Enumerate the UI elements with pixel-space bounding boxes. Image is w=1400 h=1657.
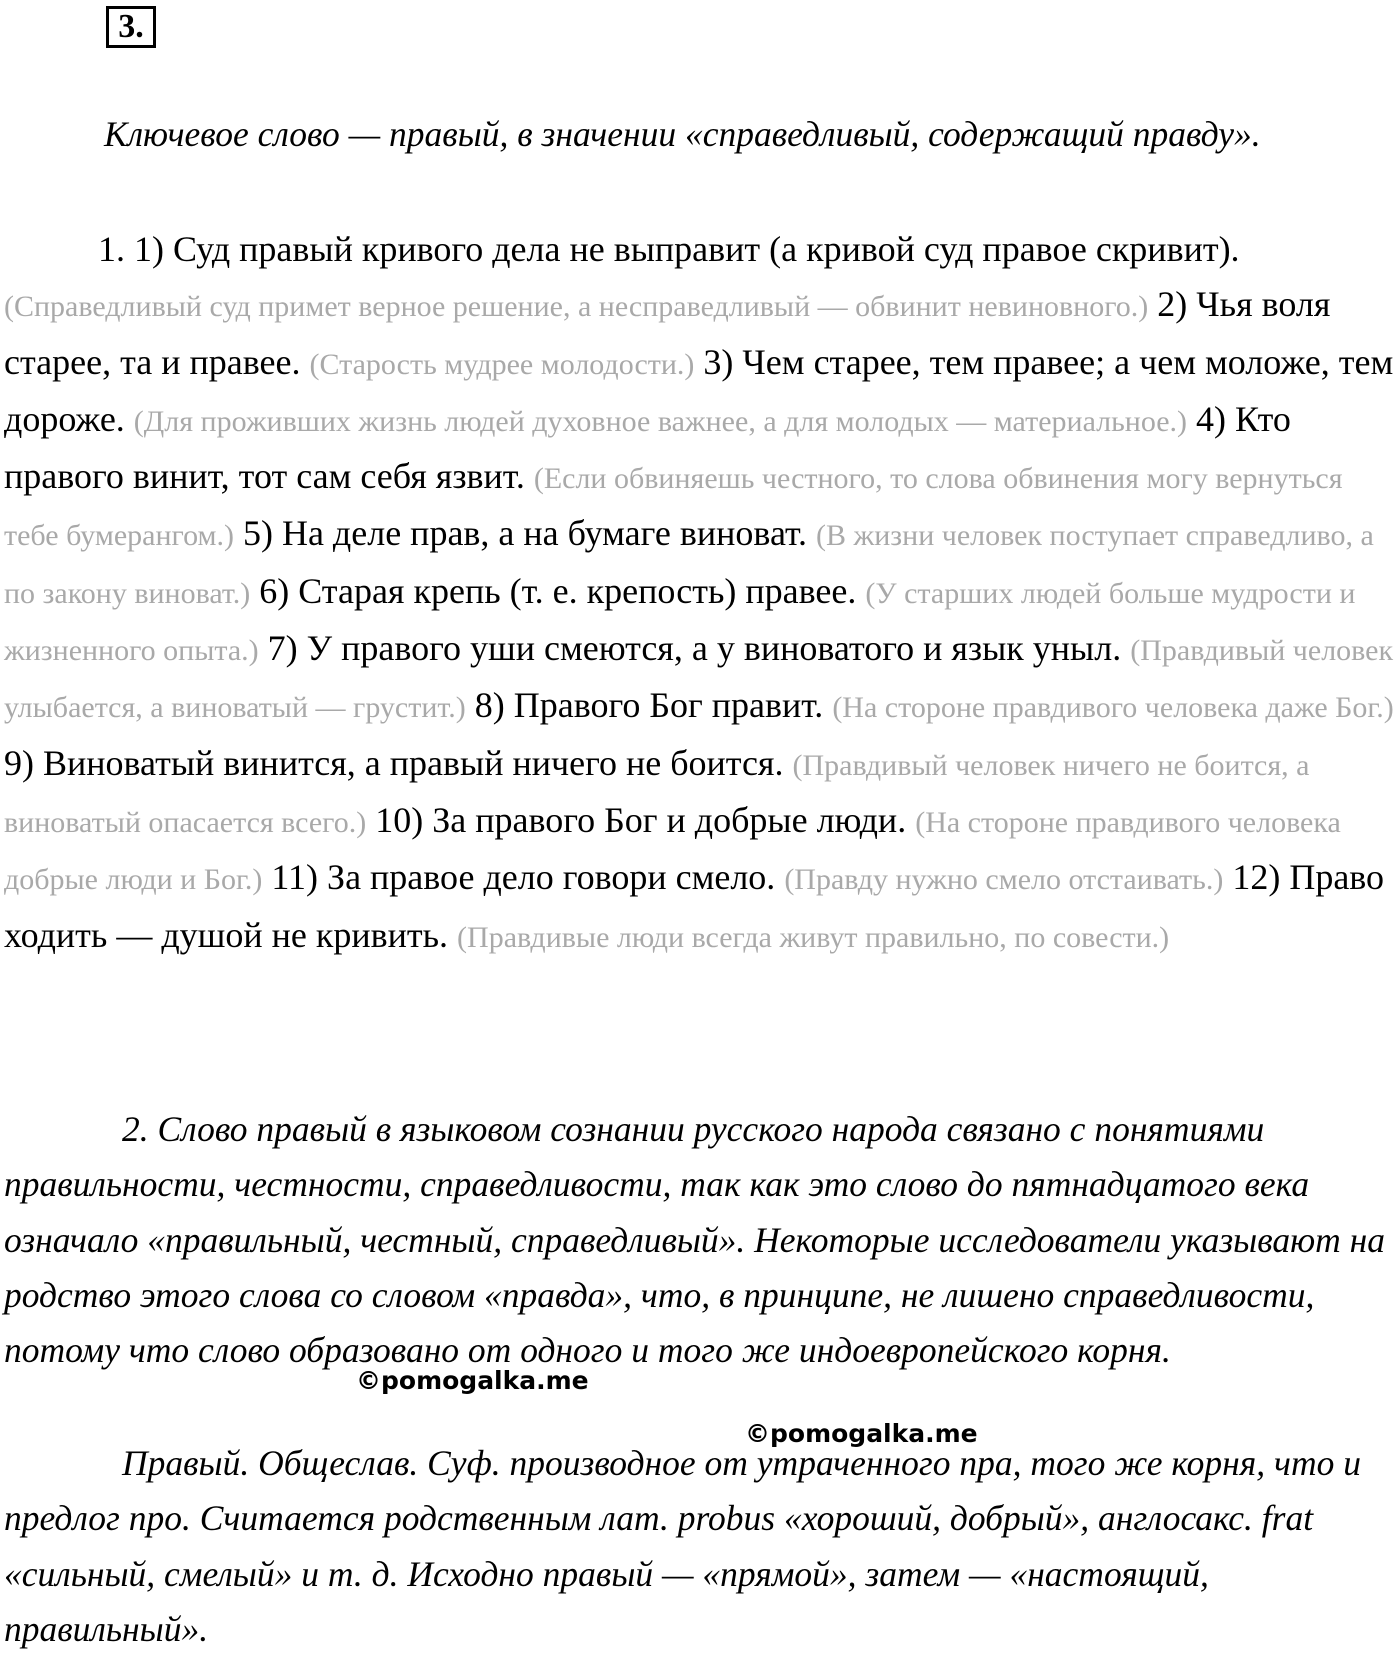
- proverb-explanation: (В жизни человек поступает справедливо, а по закону виноват.): [4, 519, 1374, 610]
- proverb-text: 7) У правого уши смеются, а у виноватого и язык уныл.: [267, 628, 1122, 669]
- task-number: 3.: [106, 6, 156, 48]
- watermark: ©pomogalka.me: [356, 1366, 589, 1395]
- proverb-explanation: (Правдивый человек улыбается, а виноватый — грустит.): [4, 634, 1394, 725]
- etymology-text: Правый. Общеслав. Суф. производное от утраченного пра, того же корня, что и предлог про. Считается родственным лат. probus «хороший, добрый», англосакс. frat «сильный, смелый» и т. д. Исходно правый — «прямой», затем — «настоящий, правильный».: [4, 1443, 1361, 1649]
- proverb-explanation: (Правдивые люди всегда живут правильно, по совести.): [457, 920, 1170, 954]
- proverb-text: 2) Чья воля старее, та и правее.: [4, 284, 1331, 382]
- watermark: ©pomogalka.me: [745, 1419, 978, 1448]
- proverb-text: 1) Суд правый кривого дела не выправит (а кривой суд правое скривит).: [134, 229, 1240, 269]
- proverb-explanation: (Для проживших жизнь людей духовное важнее, а для молодых — материальное.): [133, 404, 1188, 438]
- proverb-item: [4, 229, 1240, 324]
- analysis-paragraph: [4, 1102, 1396, 1378]
- proverb-explanation: (Справедливый суд примет верное решение, а несправедливый — обвинит невиновного.): [4, 290, 1149, 324]
- etymology-paragraph: [4, 1436, 1396, 1657]
- analysis-text: 2. Слово правый в языковом сознании русского народа связано с понятиями правильности, честности, справедливости, так как это слово до пятнадцатого века означало «правильный, честный, справедливый». Некоторые исследователи указывают на родство этого слова со словом «правда», что, в принципе, не лишено справедливости, потому что слово образовано от одного и того же индоевропейского корня.: [4, 1109, 1386, 1371]
- proverb-explanation: (На стороне правдивого человека добрые люди и Бог.): [4, 805, 1341, 897]
- proverb-list: [4, 222, 1396, 965]
- intro-paragraph: [4, 107, 1396, 162]
- intro-text: Ключевое слово — правый, в значении «справедливый, содержащий правду».: [104, 114, 1261, 154]
- list-number: 1.: [98, 229, 125, 269]
- proverb-text: 12) Право ходить — душой не кривить.: [4, 857, 1385, 955]
- proverb-explanation: (У старших людей больше мудрости и жизненного опыта.): [4, 576, 1356, 668]
- proverb-explanation: (Правду нужно смело отстаивать.): [784, 863, 1224, 897]
- proverb-text: 4) Кто правого винит, тот сам себя язвит.: [4, 398, 1291, 497]
- proverb-text: 9) Виноватый винится, а правый ничего не боится.: [4, 742, 784, 783]
- proverb-explanation: (Старость мудрее молодости.): [309, 347, 695, 381]
- proverb-explanation: (На стороне правдивого человека даже Бог.): [832, 691, 1394, 725]
- proverb-text: 11) За правое дело говори смело.: [271, 857, 776, 898]
- proverb-text: 10) За правого Бог и добрые люди.: [375, 799, 907, 840]
- proverb-explanation: (Если обвиняешь честного, то слова обвинения могу вернуться тебе бумерангом.): [4, 462, 1343, 553]
- proverb-explanation: (Правдивый человек ничего не боится, а виноватый опасается всего.): [4, 748, 1310, 839]
- proverb-item: [475, 685, 1394, 725]
- proverb-text: 8) Правого Бог правит.: [474, 685, 824, 726]
- proverb-item: [271, 857, 1223, 897]
- proverb-text: 6) Старая крепь (т. е. крепость) правее.: [259, 570, 857, 611]
- proverb-text: 3) Чем старее, тем правее; а чем моложе, тем дороже.: [4, 341, 1394, 439]
- proverb-text: 5) На деле прав, а на бумаге виноват.: [242, 513, 808, 554]
